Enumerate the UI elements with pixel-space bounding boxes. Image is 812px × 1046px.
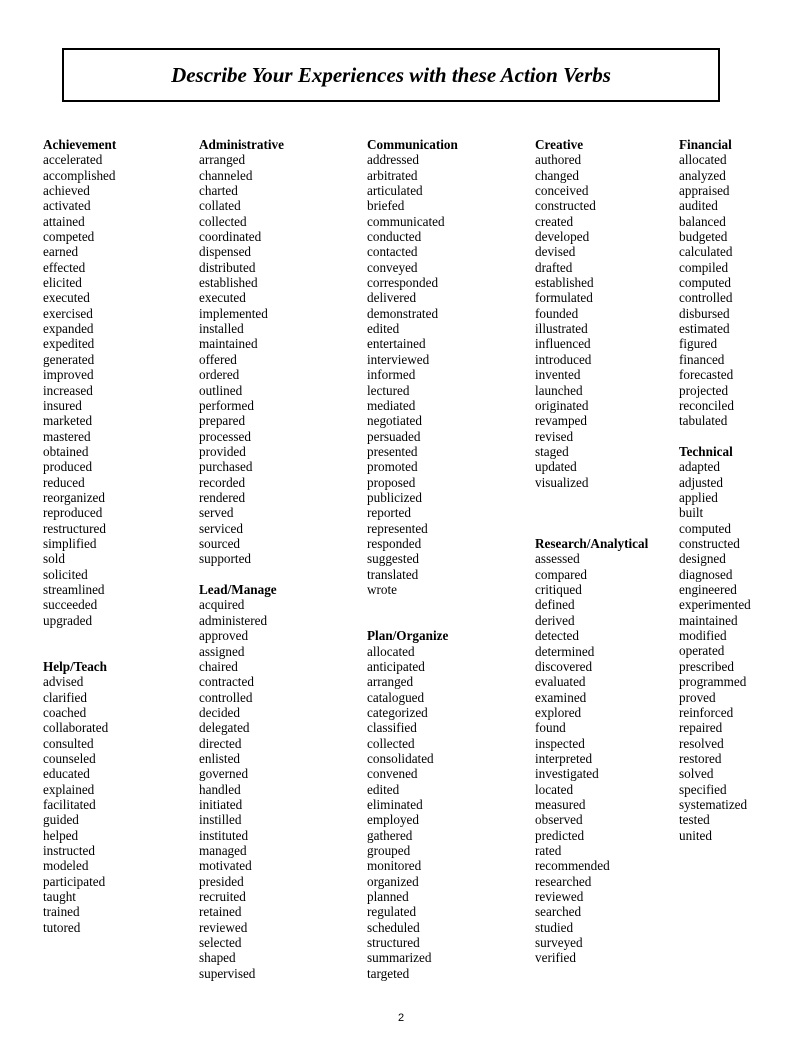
action-verb: derived [535,612,575,628]
action-verb: authored [535,152,582,168]
action-verb: supported [199,551,252,567]
page-title: Describe Your Experiences with these Action Verbs [171,62,611,87]
action-verb: estimated [679,321,730,337]
section-heading: Communication [367,137,458,152]
action-verb: mediated [367,397,416,413]
action-verb: trained [43,904,80,920]
action-verb: proved [679,689,716,705]
action-verb: distributed [199,259,256,275]
action-verb: systematized [679,796,748,812]
section-heading: Plan/Organize [367,628,449,644]
action-verb: detected [535,628,579,644]
action-verb: projected [679,382,729,398]
action-verb: reviewed [535,889,584,904]
action-verb: staged [535,443,569,459]
action-verb: arbitrated [367,167,418,183]
action-verb: delegated [199,720,250,736]
action-verb: examined [535,689,587,705]
action-verb: visualized [535,474,589,490]
action-verb: reproduced [43,505,103,521]
action-verb: found [535,720,566,736]
action-verb: obtained [43,443,89,459]
action-verb: introduced [535,351,592,367]
action-verb: arranged [367,674,414,690]
action-verb: appraised [679,183,730,199]
section-heading: Creative [535,137,584,152]
action-verb: organized [367,873,419,889]
action-verb: controlled [679,290,733,306]
action-verb: outlined [199,382,243,398]
action-verb: increased [43,382,93,398]
action-verb: managed [199,842,247,858]
action-verb: explored [535,704,582,720]
action-verb: structured [367,935,420,951]
action-verb: consolidated [367,750,434,766]
action-verb: explained [43,781,95,797]
action-verb: reinforced [679,704,734,720]
action-verb: rated [535,842,562,858]
action-verb: improved [43,367,94,383]
action-verb: grouped [367,843,411,858]
action-verb: corresponded [367,275,439,291]
action-verb: computed [679,275,732,291]
action-verb: implemented [199,305,268,321]
action-verb: shaped [199,950,236,966]
action-verb: discovered [535,658,593,674]
action-verb: calculated [679,244,733,260]
action-verb: recommended [535,858,610,874]
verb-section [679,444,751,843]
action-verb: processed [199,428,251,444]
action-verb: constructed [535,198,596,214]
verb-section [535,137,596,490]
action-verb: conveyed [367,259,418,275]
action-verb: predicted [535,827,585,843]
action-verb: budgeted [679,229,728,245]
action-verb: attained [43,213,85,229]
action-verb: modified [679,628,727,644]
action-verb: mastered [43,428,91,444]
action-verb: briefed [367,198,405,214]
action-verb: forecasted [679,367,734,383]
action-verb: devised [535,244,576,260]
action-verb: advised [43,674,84,690]
action-verb: studied [535,919,574,935]
action-verb: presented [367,443,418,459]
action-verb: negotiated [367,413,422,429]
action-verb: contacted [367,244,418,260]
action-verb: surveyed [535,935,583,951]
action-verb: selected [199,935,242,951]
action-verb: regulated [367,904,417,920]
action-verb: taught [43,889,76,905]
action-verb: persuaded [367,428,421,444]
action-verb: developed [535,229,590,245]
action-verb: offered [199,351,237,367]
action-verb: motivated [199,858,252,874]
action-verb: sourced [199,535,241,551]
action-verb: reported [367,505,411,521]
page-number: 2 [397,1012,405,1024]
action-verb: changed [535,167,579,183]
action-verb: disbursed [679,305,730,321]
action-verb: originated [535,397,589,413]
action-verb: accomplished [43,167,116,183]
action-verb: charted [199,183,238,199]
action-verb: exercised [43,305,93,321]
action-verb: restructured [43,520,106,536]
action-verb: accelerated [43,152,103,168]
action-verb: tabulated [679,413,728,429]
action-verb: approved [199,628,249,644]
action-verb: suggested [367,551,420,567]
action-verb: targeted [367,965,410,981]
action-verb: evaluated [535,674,586,690]
action-verb: eliminated [367,796,423,812]
action-verb: decided [199,704,241,720]
action-verb: ordered [199,367,240,383]
action-verb: built [679,505,704,521]
title-box [62,48,720,102]
action-verb: lectured [367,382,410,398]
action-verb: launched [535,382,583,398]
action-verb: maintained [679,612,738,628]
action-verb: administered [199,612,268,628]
action-verb: earned [43,244,79,260]
action-verb: facilitated [43,796,96,812]
action-verb: reviewed [199,919,248,935]
action-verb: planned [367,889,409,905]
action-verb: streamlined [43,581,105,597]
action-verb: compiled [679,259,729,275]
action-verb: achieved [43,183,90,199]
action-verb: established [199,275,258,291]
action-verb: allocated [367,643,415,659]
action-verb: delivered [367,290,417,306]
action-verb: revamped [535,413,587,429]
action-verb: instituted [199,827,249,843]
action-verb: performed [199,397,254,413]
action-verb: addressed [367,152,419,168]
action-verb: financed [679,351,725,367]
action-verb: measured [535,796,586,812]
action-verb: interpreted [535,750,593,766]
action-verb: arranged [199,152,246,168]
action-verb: coordinated [199,229,262,245]
action-verb: presided [199,873,244,889]
action-verb: maintained [199,336,258,352]
action-verb: clarified [43,689,87,705]
action-verb: directed [199,735,242,751]
action-verb: provided [199,443,246,459]
action-verb: represented [367,520,428,536]
action-verb: contracted [199,674,254,690]
action-verb: demonstrated [367,305,439,321]
action-verb: prepared [199,413,246,429]
action-verb: educated [43,766,90,782]
action-verb: located [535,781,574,797]
action-verb: critiqued [535,582,582,598]
action-verb: specified [679,781,727,797]
action-verb: recruited [199,889,246,905]
action-verb: collected [367,735,415,751]
action-verb: enlisted [199,750,241,766]
action-verb: established [535,275,594,291]
action-verb: serviced [199,520,243,536]
verb-section [43,137,116,628]
action-verb: constructed [679,536,740,552]
action-verb: investigated [535,766,599,782]
action-verb: collated [199,198,241,214]
action-verb: audited [679,198,718,214]
action-verb: participated [43,873,106,889]
action-verb: simplified [43,535,97,551]
action-verb: served [199,505,234,521]
action-verb: defined [535,597,575,613]
action-verb: expedited [43,336,95,352]
action-verb: diagnosed [679,566,733,582]
action-verb: executed [43,290,90,306]
action-verb: balanced [679,213,726,229]
action-verb: searched [535,904,582,920]
action-verb: revised [535,428,574,444]
action-verb: executed [199,290,246,306]
action-verb: wrote [367,581,398,597]
action-verb: purchased [199,459,253,475]
action-verb: determined [535,643,595,659]
action-verb: classified [367,720,417,736]
action-verb: figured [679,336,718,352]
action-verb: edited [367,781,400,797]
section-heading: Administrative [199,137,284,152]
action-verb: experimented [679,597,751,613]
action-verb: illustrated [535,321,588,337]
action-verb: retained [199,904,242,920]
action-verb: invented [535,367,581,383]
action-verb: categorized [367,704,428,720]
action-verb: assessed [535,551,580,567]
action-verb: anticipated [367,658,425,674]
action-verb: edited [367,321,400,337]
action-verb: prescribed [679,658,734,674]
action-verb: monitored [367,858,422,874]
action-verb: governed [199,766,249,782]
action-verb: influenced [535,336,591,352]
action-verb: adapted [679,459,721,475]
action-verb: upgraded [43,612,93,628]
action-verb: drafted [535,259,573,275]
action-verb: applied [679,490,718,506]
action-verb: produced [43,459,93,475]
action-verb: founded [535,305,579,321]
verb-section [43,659,108,935]
action-verb: competed [43,229,95,245]
action-verb: responded [367,535,422,551]
action-verb: convened [367,766,418,782]
section-heading: Lead/Manage [199,582,277,598]
action-verb: researched [535,873,592,889]
verb-section [199,137,284,567]
action-verb: resolved [679,735,724,751]
action-verb: publicized [367,489,422,505]
action-verb: analyzed [679,167,726,183]
action-verb: catalogued [367,689,425,705]
action-verb: summarized [367,950,432,966]
action-verb: counseled [43,750,96,766]
action-verb: activated [43,198,91,214]
action-verb: scheduled [367,919,420,935]
verb-section [679,137,734,429]
action-verb: compared [535,566,587,582]
action-verb: marketed [43,413,93,429]
section-heading: Help/Teach [43,658,107,674]
action-verb: translated [367,566,419,582]
action-verb: assigned [199,643,245,659]
action-verb: articulated [367,183,423,199]
action-verb: adjusted [679,474,723,490]
action-verb: succeeded [43,597,98,613]
action-verb: effected [43,259,86,275]
action-verb: computed [679,520,732,536]
action-verb: guided [43,812,79,828]
action-verb: generated [43,351,95,367]
action-verb: repaired [679,720,723,736]
action-verb: acquired [199,597,245,613]
action-verb: solved [679,766,714,782]
action-verb: initiated [199,796,243,812]
action-verb: solicited [43,566,88,582]
action-verb: elicited [43,275,82,291]
verb-section [367,628,448,981]
action-verb: created [535,213,574,229]
action-verb: conceived [535,183,589,199]
action-verb: gathered [367,827,413,843]
action-verb: designed [679,551,726,567]
action-verb: reorganized [43,489,105,505]
action-verb: controlled [199,689,253,705]
action-verb: tutored [43,919,81,935]
action-verb: instructed [43,843,96,859]
action-verb: employed [367,812,420,828]
action-verb: handled [199,781,241,797]
action-verb: rendered [199,489,246,505]
action-verb: engineered [679,582,737,598]
action-verb: modeled [43,858,89,874]
action-verb: operated [679,643,725,659]
action-verb: inspected [535,735,585,751]
action-verb: formulated [535,290,593,306]
action-verb: recorded [199,474,246,490]
action-verb: conducted [367,229,422,245]
action-verb: collected [199,213,247,229]
action-verb: insured [43,397,82,413]
action-verb: reconciled [679,397,734,413]
action-verb: tested [679,812,710,828]
action-verb: helped [43,827,79,843]
section-heading: Technical [679,444,733,459]
action-verb: united [679,827,712,843]
action-verb: observed [535,812,583,828]
action-verb: proposed [367,474,416,490]
action-verb: supervised [199,965,256,981]
action-verb: installed [199,321,244,337]
action-verb: channeled [199,167,253,183]
verb-section [199,582,277,981]
action-verb: verified [535,950,577,966]
action-verb: collaborated [43,720,109,736]
action-verb: updated [535,459,577,475]
action-verb: chaired [199,658,238,674]
verb-section [367,137,458,597]
action-verb: communicated [367,213,445,229]
action-verb: dispensed [199,244,252,260]
action-verb: informed [367,367,416,383]
action-verb: entertained [367,336,426,352]
action-verb: restored [679,750,722,766]
action-verb: interviewed [367,351,430,367]
section-heading: Financial [679,137,732,152]
action-verb: promoted [367,459,418,475]
section-heading: Research/Analytical [535,536,649,552]
verb-section [535,536,648,966]
action-verb: sold [43,551,65,567]
action-verb: consulted [43,735,94,751]
action-verb: coached [43,704,87,720]
action-verb: allocated [679,152,727,168]
section-heading: Achievement [43,137,117,152]
action-verb: programmed [679,674,747,690]
action-verb: expanded [43,321,94,337]
action-verb: reduced [43,474,85,490]
action-verb: instilled [199,812,242,828]
